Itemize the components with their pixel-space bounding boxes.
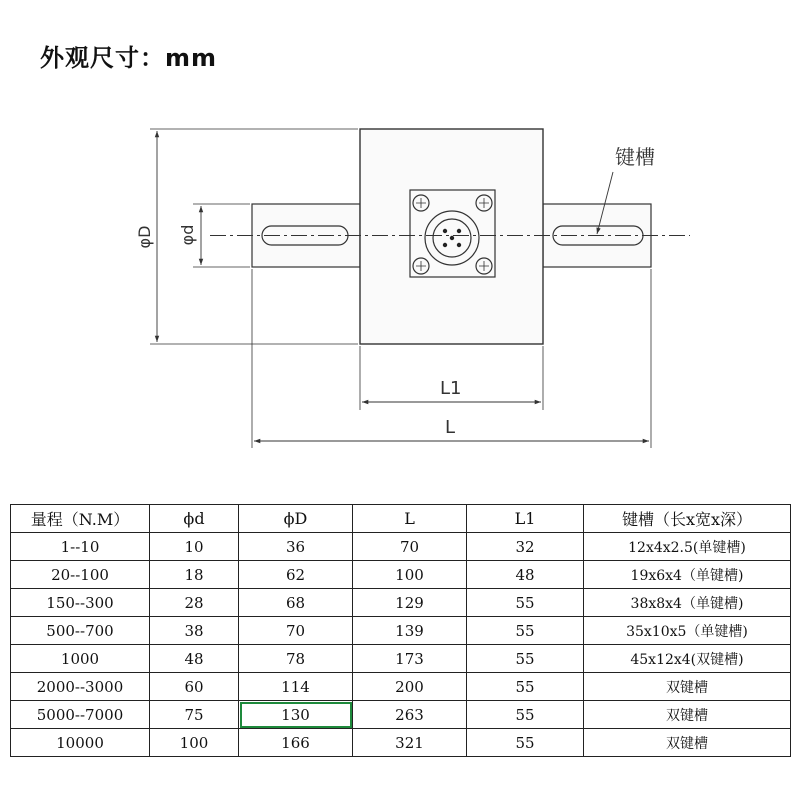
cell-range[interactable]: 5000--7000: [11, 701, 150, 729]
table-row: [11, 533, 791, 561]
cell-L[interactable]: 70: [353, 533, 467, 561]
cell-keyway[interactable]: 双键槽: [584, 673, 791, 701]
cell-L[interactable]: 139: [353, 617, 467, 645]
cell-phiD[interactable]: 114: [239, 673, 353, 701]
cell-phiD[interactable]: 62: [239, 561, 353, 589]
cell-phid[interactable]: 38: [150, 617, 239, 645]
cell-range[interactable]: 500--700: [11, 617, 150, 645]
cell-L1[interactable]: 55: [467, 729, 584, 757]
cell-range[interactable]: 10000: [11, 729, 150, 757]
table-row: [11, 729, 791, 757]
cell-phiD[interactable]: 68: [239, 589, 353, 617]
cell-keyway[interactable]: 38x8x4（单键槽): [584, 589, 791, 617]
header-phid: ϕd: [150, 505, 239, 533]
cell-keyway[interactable]: 45x12x4(双键槽): [584, 645, 791, 673]
cell-phiD[interactable]: 70: [239, 617, 353, 645]
cell-phid[interactable]: 28: [150, 589, 239, 617]
cell-phid[interactable]: 18: [150, 561, 239, 589]
cell-keyway[interactable]: 双键槽: [584, 701, 791, 729]
table-row: [11, 617, 791, 645]
L-label: L: [445, 417, 456, 438]
cell-L[interactable]: 100: [353, 561, 467, 589]
cell-range[interactable]: 20--100: [11, 561, 150, 589]
cell-phiD[interactable]: 36: [239, 533, 353, 561]
cell-phiD[interactable]: 78: [239, 645, 353, 673]
cell-phid[interactable]: 48: [150, 645, 239, 673]
table-header-row: [11, 505, 791, 533]
cell-range[interactable]: 1000: [11, 645, 150, 673]
table-row: [11, 645, 791, 673]
phid-label: φd: [178, 224, 197, 246]
cell-L1[interactable]: 55: [467, 617, 584, 645]
cell-phid[interactable]: 100: [150, 729, 239, 757]
phiD-label: φD: [135, 225, 154, 249]
cell-phiD-selected[interactable]: 130: [239, 701, 353, 729]
cell-L1[interactable]: 55: [467, 673, 584, 701]
header-keyway: 键槽（长x宽x深）: [584, 505, 791, 533]
cell-phid[interactable]: 75: [150, 701, 239, 729]
cell-L[interactable]: 263: [353, 701, 467, 729]
spec-table: [10, 504, 791, 757]
table-row: [11, 701, 791, 729]
cell-L1[interactable]: 48: [467, 561, 584, 589]
cell-L1[interactable]: 55: [467, 645, 584, 673]
cell-L1[interactable]: 55: [467, 589, 584, 617]
table-row: [11, 561, 791, 589]
header-L: L: [353, 505, 467, 533]
cell-L[interactable]: 173: [353, 645, 467, 673]
cell-keyway[interactable]: 19x6x4（单键槽): [584, 561, 791, 589]
cell-keyway[interactable]: 35x10x5（单键槽): [584, 617, 791, 645]
cell-range[interactable]: 2000--3000: [11, 673, 150, 701]
L1-label: L1: [440, 378, 462, 399]
page-title: 外观尺寸：mm: [40, 44, 218, 72]
cell-L1[interactable]: 32: [467, 533, 584, 561]
cell-range[interactable]: 150--300: [11, 589, 150, 617]
table-row: [11, 589, 791, 617]
header-L1: L1: [467, 505, 584, 533]
cell-L[interactable]: 129: [353, 589, 467, 617]
cell-phid[interactable]: 60: [150, 673, 239, 701]
cell-L[interactable]: 200: [353, 673, 467, 701]
cell-phid[interactable]: 10: [150, 533, 239, 561]
keyway-label: 键槽: [615, 145, 655, 169]
header-range: 量程（N.M）: [11, 505, 150, 533]
cell-range[interactable]: 1--10: [11, 533, 150, 561]
cell-L[interactable]: 321: [353, 729, 467, 757]
cell-keyway[interactable]: 双键槽: [584, 729, 791, 757]
cell-L1[interactable]: 55: [467, 701, 584, 729]
header-phiD: ϕD: [239, 505, 353, 533]
cell-keyway[interactable]: 12x4x2.5(单键槽): [584, 533, 791, 561]
table-row: [11, 673, 791, 701]
cell-phiD[interactable]: 166: [239, 729, 353, 757]
